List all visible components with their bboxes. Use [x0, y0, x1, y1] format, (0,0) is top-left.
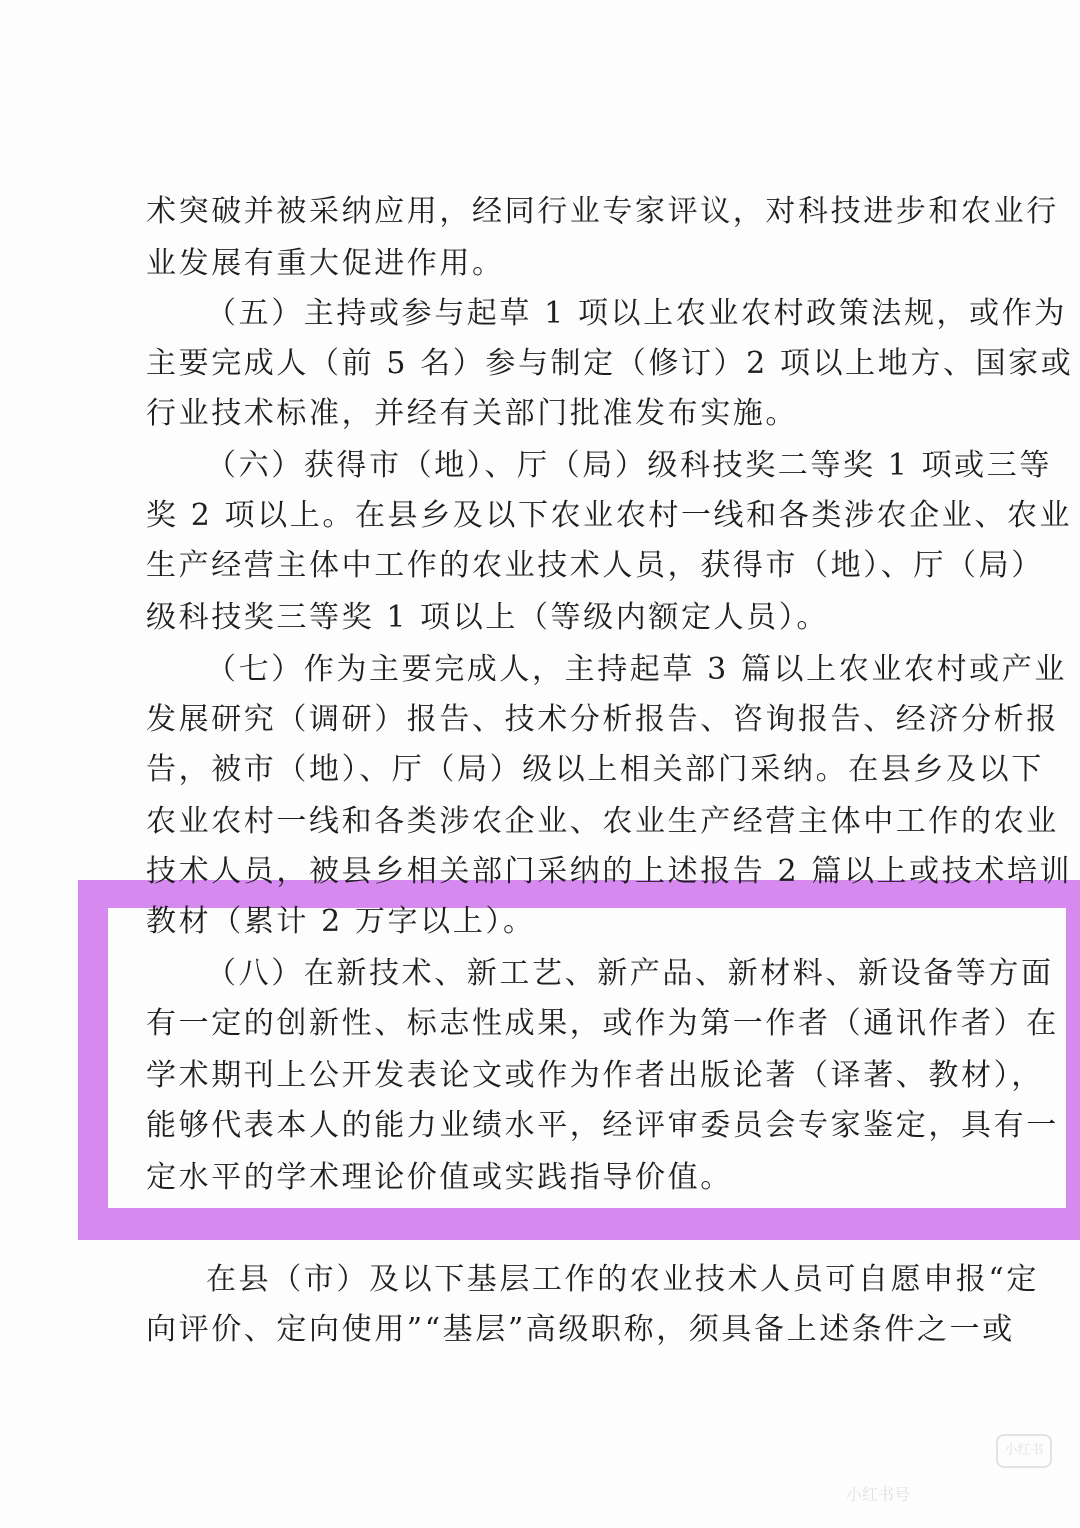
text-line: 农业农村一线和各类涉农企业、农业生产经营主体中工作的农业: [146, 804, 1059, 839]
text-line-paragraph: 在县（市）及以下基层工作的农业技术人员可自愿申报“定: [206, 1262, 1039, 1297]
text-line: 奖 2 项以上。在县乡及以下农业农村一线和各类涉农企业、农业: [146, 498, 1073, 533]
text-line: 向评价、定向使用”“基层”高级职称，须具备上述条件之一或: [146, 1312, 1015, 1347]
text-line: 定水平的学术理论价值或实践指导价值。: [146, 1160, 733, 1195]
text-line-item-8: （八）在新技术、新工艺、新产品、新材料、新设备等方面: [206, 956, 1054, 991]
text-line: 生产经营主体中工作的农业技术人员，获得市（地）、厅（局）: [146, 548, 1044, 583]
text-line: 发展研究（调研）报告、技术分析报告、咨询报告、经济分析报: [146, 702, 1059, 737]
text-line-item-6: （六）获得市（地）、厅（局）级科技奖二等奖 1 项或三等: [206, 448, 1052, 483]
text-line: 技术人员，被县乡相关部门采纳的上述报告 2 篇以上或技术培训: [146, 854, 1073, 889]
text-line: 业发展有重大促进作用。: [146, 246, 505, 281]
text-line: 术突破并被采纳应用，经同行业专家评议，对科技进步和农业行: [146, 194, 1059, 229]
text-line: 行业技术标准，并经有关部门批准发布实施。: [146, 396, 798, 431]
watermark-logo: 小红书: [996, 1434, 1052, 1468]
text-line: 级科技奖三等奖 1 项以上（等级内额定人员）。: [146, 600, 829, 635]
text-line-item-7: （七）作为主要完成人，主持起草 3 篇以上农业农村或产业: [206, 652, 1067, 687]
text-line: 教材（累计 2 万字以上）。: [146, 904, 536, 939]
text-line: 能够代表本人的能力业绩水平，经评审委员会专家鉴定，具有一: [146, 1108, 1059, 1143]
text-line: 告，被市（地）、厅（局）级以上相关部门采纳。在县乡及以下: [146, 752, 1044, 787]
text-line-item-5: （五）主持或参与起草 1 项以上农业农村政策法规，或作为: [206, 296, 1067, 331]
text-line: 有一定的创新性、标志性成果，或作为第一作者（通讯作者）在: [146, 1006, 1059, 1041]
text-line: 学术期刊上公开发表论文或作为作者出版论著（译著、教材），: [146, 1058, 1044, 1093]
text-line: 主要完成人（前 5 名）参与制定（修订）2 项以上地方、国家或: [146, 346, 1074, 381]
watermark-author: 小红书号: [846, 1485, 911, 1504]
